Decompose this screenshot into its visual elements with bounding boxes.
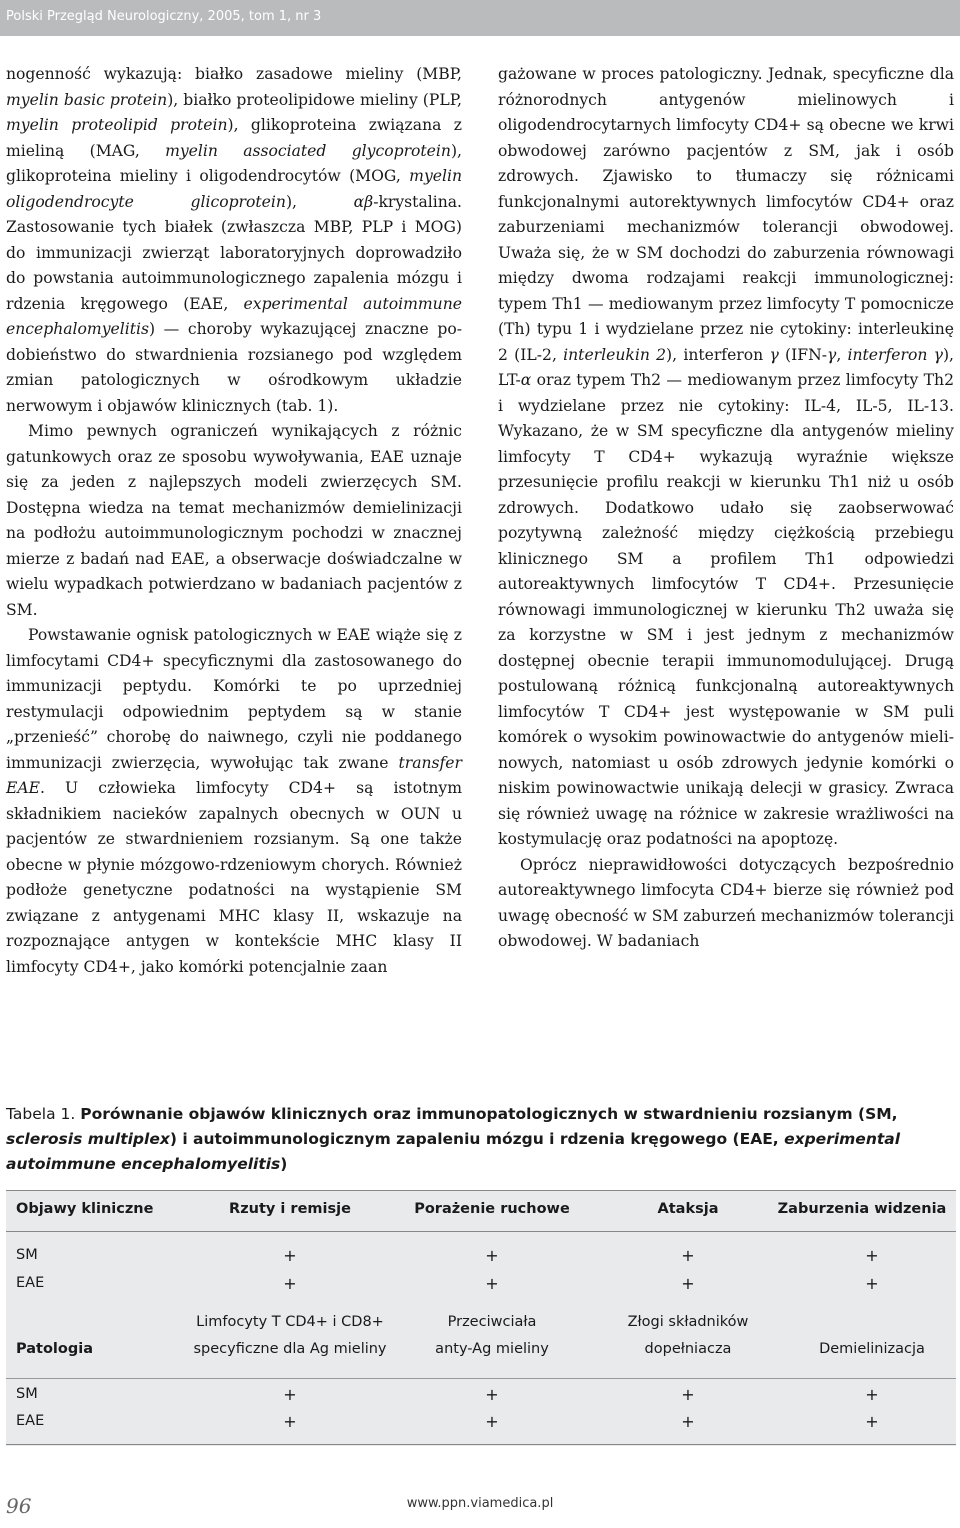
table-cell: +	[485, 1274, 499, 1293]
journal-header-bar	[0, 0, 960, 36]
table-header-cell: Zaburzenia widzenia	[777, 1201, 947, 1217]
table-row-label: EAE	[16, 1413, 45, 1429]
table-cell: +	[865, 1412, 879, 1431]
pathology-line-1: Złogi składników	[627, 1314, 749, 1330]
footer-url: www.ppn.viamedica.pl	[406, 1496, 554, 1511]
right-paragraph-1: gażowane w proces patologiczny. Jednak, specyficzne dla różnorodnych antygenów mielinowych i oligodendrocytarnych limfocyty CD4+ są obecne we krwi obwodowej zarówno pacjentów z SM, jak i osób zdrowych. Zjawisko to tłumaczy się różnicami funkcjonalnymi autorektywnych limfocytów CD4+ oraz zaburzeniami mechanizmów tolerancji obwodowej. Uważa się, że w SM dochodzi do zaburzenia równowagi między dwoma rodzajami reakcji immunologicznej: typem Th1 — mediowanym przez limfocyty T pomocnicze (Th) typu 1 i wydzielane przez nie cytokiny: interleukinę 2 (IL-2, interleukin 2), interferon γ (IFN-γ, interferon γ), LT-α oraz typem Th2 — mediowanym przez limfocyty Th2 i wydzielane przez nie cytokiny: IL-4, IL-5, IL-13. Wykazano, że w SM specyficzne dla antygenów mieliny limfocyty T CD4+ wykazują wyraźnie większe przesunięcie profilu reakcji w kierunku Th1 niż u osób zdrowych. Dodatkowo udało się zaobserwować pozytywną zależność między ciężkością przebiegu klinicznego SM a profilem Th1 odpowiedzi autoreaktywnych limfocytów T CD4+. Przesunięcie równowagi immunologicznej w kierunku Th2 uważa się za korzystne w SM i jest jednym z mechanizmów dostępnej obecnie terapii immunomodulującej. Drugą postulowaną różnicą funkcjonalną autoreaktywnych limfocytów T CD4+ jest występowanie w SM puli komórek o wysokim powinowactwie do antygenów mielinowych, natomiast u osób zdrowych jedynie komórki o niskim powinowactwie unikają delecji w grasicy. Zwraca się również uwagę na różnice w zakresie wrażliwości na kostymulację oraz podatności na apoptozę.	[498, 65, 954, 848]
table-cell: +	[485, 1385, 499, 1404]
table-cell: +	[283, 1246, 297, 1265]
table-cell: +	[485, 1412, 499, 1431]
journal-title: Polski Przegląd Neurologiczny, 2005, tom 1, nr 3	[6, 9, 322, 24]
pathology-line-2: dopełniacza	[644, 1341, 732, 1357]
pathology-line-1: Limfocyty T CD4+ i CD8+	[196, 1314, 384, 1330]
table-cell: +	[865, 1274, 879, 1293]
table-cell: +	[283, 1274, 297, 1293]
table-cell: +	[865, 1385, 879, 1404]
table-row-label: SM	[16, 1386, 38, 1402]
table-header-cell: Porażenie ruchowe	[414, 1201, 570, 1217]
pathology-line-1: Przeciwciała	[447, 1314, 537, 1330]
table-cell: +	[681, 1385, 695, 1404]
page-number: 96	[6, 1494, 32, 1518]
pathology-line-2: anty-Ag mieliny	[435, 1341, 549, 1357]
table-divider	[6, 1378, 956, 1379]
table-cell: +	[865, 1246, 879, 1265]
table-cell: +	[681, 1274, 695, 1293]
pathology-line-2: specyficzne dla Ag mieliny	[193, 1341, 387, 1357]
table-bottom-rule	[6, 1444, 956, 1445]
table-cell: +	[681, 1246, 695, 1265]
left-paragraph-3: Powstawanie ognisk patologicznych w EAE wiąże się z limfocytami CD4+ specyficznymi dla zastosowanego do immunizacji peptydu. Komórki te po uprzedniej restymulacji odpowiednim peptydem są w stanie „przenieść” chorobę do naiwnego, czyli nie poddanego immunizacji zwierzęcia, wywołując tak zwane transfer EAE. U człowieka limfocyty CD4+ są istotnym składnikiem nacieków zapalnych obecnych w OUN u pacjentów ze stwardnieniem rozsianym. Są one także obecne w płynie mózgowo-rdzeniowym chorych. Również podłoże genetyczne podatności na wystąpienie SM związane z antygenami MHC klasy II, wskazuje na rozpoznające antygen w kontekście MHC klasy II limfocyty CD4+, jako komórki potencjalnie zaan	[6, 626, 462, 976]
left-column	[6, 62, 462, 980]
table-row-label: EAE	[16, 1275, 45, 1291]
pathology-line-2: Demielinizacja	[819, 1341, 925, 1357]
table-header-cell: Objawy kliniczne	[16, 1201, 154, 1217]
table-cell: +	[681, 1412, 695, 1431]
right-paragraph-2: Oprócz nieprawidłowości dotyczących bezpośrednio autoreaktywnego limfocyta CD4+ bierze się również pod uwagę obecność w SM zaburzeń mechanizmów tolerancji obwodowej. W badaniach	[498, 855, 954, 950]
pathology-label: Patologia	[16, 1341, 93, 1357]
table-cell: +	[485, 1246, 499, 1265]
table-header-cell: Ataksja	[657, 1201, 719, 1217]
table-cell: +	[283, 1385, 297, 1404]
left-paragraph-1: nogenność wykazują: białko zasadowe mieliny (MBP, myelin basic protein), białko proteolipidowe mieliny (PLP, myelin proteolipid protein), glikoproteina związana z mieliną (MAG, myelin associated glycoprotein), glikoproteina mieliny i oligodendrocytów (MOG, myelin oligodendrocyte glicoprotein), αβ-krystalina. Zastosowanie tych białek (zwłaszcza MBP, PLP i MOG) do immunizacji zwierząt laboratoryjnych doprowadziło do powstania autoimmunologicznego zapalenia mózgu i rdzenia kręgowego (EAE, experimental autoimmune encephalomyelitis) — choroby wykazującej znaczne podobieństwo do stwardnienia rozsianego pod względem zmian patologicznych w ośrodkowym układzie nerwowym i objawów klinicznych (tab. 1).	[6, 65, 463, 415]
left-paragraph-2: Mimo pewnych ograniczeń wynikających z różnic gatunkowych oraz ze sposobu wywoływania, EAE uznaje się za jeden z najlepszych modeli zwierzęcych SM. Dostępna wiedza na temat mechanizmów demielinizacji na podłożu autoimmunologicznym pochodzi w znacznej mierze z badań nad EAE, a obserwacje doświadczalne w wielu wypadkach potwierdzano w badaniach pacjentów z SM.	[6, 422, 462, 619]
right-column	[498, 62, 954, 955]
table-row-label: SM	[16, 1247, 38, 1263]
table-header-cell: Rzuty i remisje	[229, 1201, 351, 1217]
table-caption-label: Tabela 1.	[6, 1105, 76, 1123]
table-cell: +	[283, 1412, 297, 1431]
table-caption-title: Porównanie objawów klinicznych oraz immunopatologicznych w stwardnieniu rozsianym (SM, sclerosis multiplex) i autoimmunologicznym zapaleniu mózgu i rdzenia kręgowego (EAE, experimental autoimmune encephalomyelitis)	[6, 1105, 901, 1173]
comparison-table	[6, 1190, 956, 1446]
table-caption	[6, 1102, 956, 1177]
